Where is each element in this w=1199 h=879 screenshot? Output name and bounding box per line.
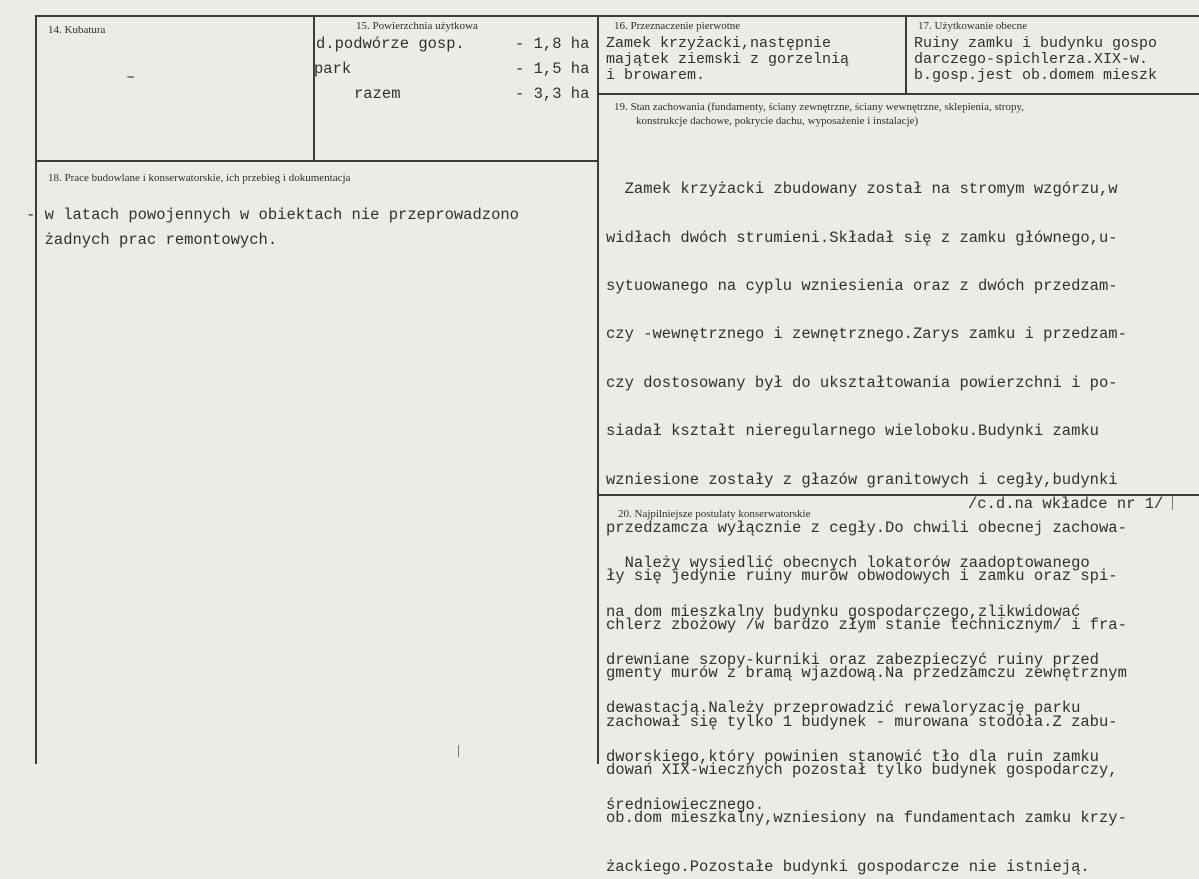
paper-mark xyxy=(458,745,459,757)
prace-label: 18. Prace budowlane i konserwatorskie, ich przebieg i dokumentacja xyxy=(48,172,351,184)
paper-mark xyxy=(1172,496,1173,510)
stan-line: wzniesione zostały z głazów granitowych i cegły,budynki xyxy=(606,470,1118,489)
continuation-note: /c.d.na wkładce nr 1/ xyxy=(968,495,1164,513)
area-row-value: - 1,5 ha xyxy=(515,60,590,78)
stan-line: siadał kształt nieregularnego wieloboku.Budynki zamku xyxy=(606,422,1099,441)
kubatura-label: 14. Kubatura xyxy=(48,24,106,36)
area-row-value: - 1,8 ha xyxy=(515,35,590,53)
stan-line: żackiego.Pozostałe budynki gospodarcze nie istnieją. xyxy=(606,857,1090,876)
top-border xyxy=(35,15,1199,17)
divider-15-16 xyxy=(597,15,599,764)
area-row-name: d.podwórze gosp. xyxy=(316,35,465,53)
prace-line: żadnych prac remontowych. xyxy=(26,231,278,249)
stan-line: dowań XIX-wiecznych pozostał tylko budynek gospodarczy, xyxy=(606,761,1118,780)
stan-line: Zamek krzyżacki zbudowany został na stromym wzgórzu,w xyxy=(606,180,1118,199)
stan-line: ob.dom mieszkalny,wzniesiony na fundamentach zamku krzy- xyxy=(606,809,1127,828)
divider-16-19 xyxy=(597,93,1199,95)
przeznaczenie-label: 16. Przeznaczenie pierwotne xyxy=(614,20,741,32)
przeznaczenie-line: i browarem. xyxy=(606,67,706,84)
postulaty-line: drewniane szopy-kurniki oraz zabezpieczyć ruiny przed xyxy=(606,651,1099,670)
postulaty-line: dworskiego,który powinien stanowić tło dla ruin zamku xyxy=(606,747,1099,766)
left-border xyxy=(35,15,37,764)
divider-14-18 xyxy=(35,160,598,162)
stan-line: czy dostosowany był do ukształtowania powierzchni i po- xyxy=(606,373,1118,392)
stan-line: czy -wewnętrznego i zewnętrznego.Zarys zamku i przedzam- xyxy=(606,325,1127,344)
postulaty-line: na dom mieszkalny budynku gospodarczego,zlikwidować xyxy=(606,602,1081,621)
uzytkowanie-label: 17. Użytkowanie obecne xyxy=(918,20,1028,32)
stan-line: sytuowanego na cyplu wzniesienia oraz z dwóch przedzam- xyxy=(606,277,1118,296)
area-row-value: - 3,3 ha xyxy=(515,85,590,103)
postulaty-text xyxy=(606,527,1099,817)
postulaty-line: dewastacją.Należy przeprowadzić rewaloryzację parku xyxy=(606,699,1081,718)
stan-line: widłach dwóch strumieni.Składał się z zamku głównego,u- xyxy=(606,228,1118,247)
prace-line: - w latach powojennych w obiektach nie przeprowadzono xyxy=(26,206,519,224)
postulaty-label: 20. Najpilniejsze postulaty konserwatorskie xyxy=(618,508,811,520)
uzytkowanie-line: darczego-spichlerza.XIX-w. xyxy=(914,51,1149,68)
area-row-name: park xyxy=(314,60,352,78)
kubatura-value: – xyxy=(126,68,136,86)
stan-line: zachował się tylko 1 budynek - murowana stodoła.Z zabu- xyxy=(606,712,1118,731)
stan-line: przedzamcza wyłącznie z cegły.Do chwili obecnej zachowa- xyxy=(606,519,1127,538)
area-row-name: razem xyxy=(354,85,401,103)
stan-line: ły się jedynie ruiny murów obwodowych i zamku oraz spi- xyxy=(606,567,1118,586)
uzytkowanie-line: b.gosp.jest ob.domem mieszk xyxy=(914,67,1158,84)
przeznaczenie-line: Zamek krzyżacki,następnie xyxy=(606,35,832,52)
divider-14-15 xyxy=(313,15,315,161)
stan-line: chlerz zbożowy /w bardzo złym stanie technicznym/ i fra- xyxy=(606,615,1127,634)
powierzchnia-label: 15. Powierzchnia użytkowa xyxy=(356,20,478,32)
stan-label: 19. Stan zachowania (fundamenty, ściany zewnętrzne, ściany wewnętrzne, sklepienia, stropy, xyxy=(614,101,1025,113)
stan-line: gmenty murów z bramą wjazdową.Na przedzamczu zewnętrznym xyxy=(606,664,1127,683)
przeznaczenie-line: majątek ziemski z gorzelnią xyxy=(606,51,850,68)
postulaty-line: Należy wysiedlić obecnych lokatorów zaadoptowanego xyxy=(606,554,1090,573)
uzytkowanie-line: Ruiny zamku i budynku gospo xyxy=(914,35,1158,52)
stan-label-continued: konstrukcje dachowe, pokrycie dachu, wyposażenie i instalacje) xyxy=(636,115,919,127)
divider-16-17 xyxy=(905,15,907,93)
postulaty-line: średniowiecznego. xyxy=(606,796,765,815)
